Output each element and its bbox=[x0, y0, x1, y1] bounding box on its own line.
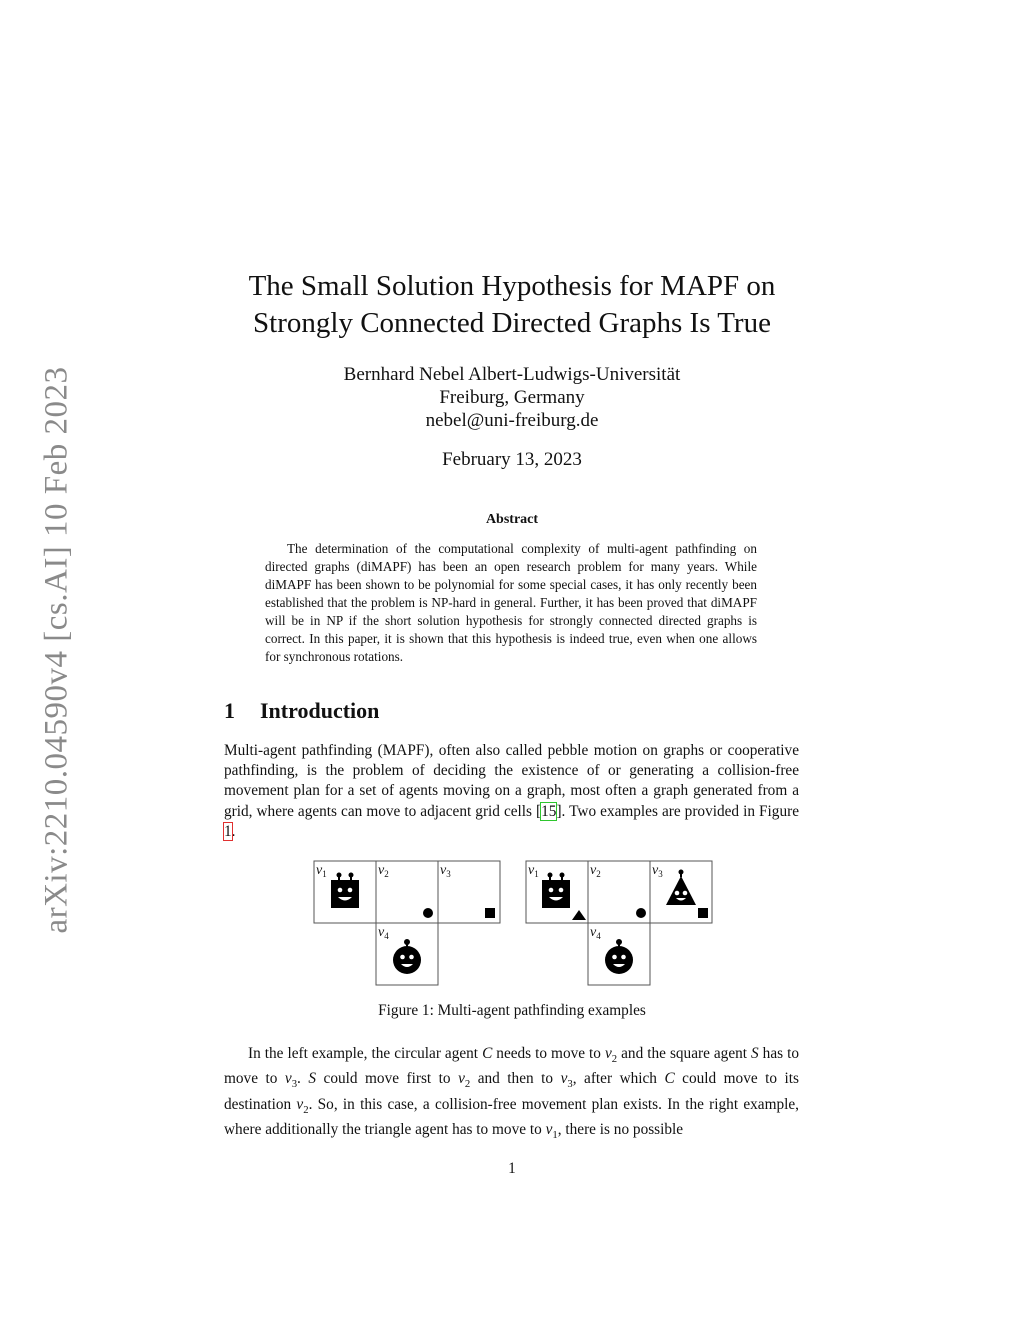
left-agent-ball bbox=[393, 939, 421, 974]
abstract-text: The determination of the computational complexity of multi-agent pathfinding on directed graphs (diMAPF) has been an open research problem for many years. While diMAPF has been shown to be polynomial for some special cases, it has only recently been established that the problem is NP-hard in general. Further, it has been proved that diMAPF will be in NP if the short solution hypothesis for strongly connected directed graphs is correct. In this paper, it is shown that this hypothesis is indeed true, even when one allows for synchronous rotations. bbox=[265, 541, 757, 664]
right-goal-triangle bbox=[572, 910, 586, 920]
label-v1-left: $v_1$ bbox=[316, 863, 327, 879]
figure-caption: Figure 1: Multi-agent pathfinding examples bbox=[378, 1002, 646, 1019]
title-line-2: Strongly Connected Directed Graphs Is True bbox=[253, 307, 771, 339]
section-number: 1 bbox=[224, 698, 235, 723]
author-block bbox=[0, 363, 1024, 432]
label-v1-right: $v_1$ bbox=[528, 863, 539, 879]
author-email: nebel@uni-freiburg.de bbox=[425, 410, 599, 431]
citation-link[interactable]: 15 bbox=[541, 802, 557, 820]
right-agent-robot bbox=[542, 873, 570, 909]
left-agent-robot bbox=[331, 873, 359, 909]
section-title: Introduction bbox=[260, 698, 380, 723]
right-agent-ball bbox=[605, 939, 633, 974]
right-goal-square bbox=[698, 908, 708, 918]
title-line-1: The Small Solution Hypothesis for MAPF on bbox=[248, 270, 776, 302]
label-v2-right: $v_2$ bbox=[590, 863, 601, 879]
arxiv-side-label: arXiv:2210.04590v4 [cs.AI] 10 Feb 2023 bbox=[38, 366, 75, 934]
label-v3-left: $v_3$ bbox=[440, 863, 451, 879]
label-v4-left: $v_4$ bbox=[378, 925, 389, 941]
intro-text-b: ]. Two examples are provided in Figure bbox=[556, 802, 799, 820]
intro-text-a: Multi-agent pathfinding (MAPF), often also called pebble motion on graphs or cooperative pathfinding, is the problem of deciding the existence of or generating a collision-free movement plan for a set of agents moving on a graph, most often a graph generated from a grid, where agents can move to adjacent grid cells [ bbox=[224, 742, 799, 820]
label-v2-left: $v_2$ bbox=[378, 863, 389, 879]
figure-1 bbox=[312, 858, 716, 993]
right-goal-circle bbox=[636, 908, 646, 918]
right-agent-cone bbox=[666, 870, 696, 906]
abstract-heading: Abstract bbox=[485, 512, 539, 527]
figure-ref-link[interactable]: 1 bbox=[224, 822, 232, 840]
paper-date: February 13, 2023 bbox=[442, 449, 582, 470]
left-goal-circle bbox=[423, 908, 433, 918]
left-goal-square bbox=[485, 908, 495, 918]
paper-title bbox=[0, 268, 1024, 342]
author-location: Freiburg, Germany bbox=[439, 387, 585, 408]
intro-text-c: . bbox=[231, 822, 236, 840]
intro-paragraph bbox=[224, 741, 799, 842]
figure-graphic bbox=[312, 858, 716, 988]
page-number: 1 bbox=[508, 1160, 516, 1177]
label-v4-right: $v_4$ bbox=[590, 925, 601, 941]
body-paragraph-2: In the left example, the circular agent C needs to move to $v_2$ and the square agent S has to move to $v_3$. S could move first to $v_2$ and then to $v_3$, after which C could move to its destination $v_2$. So, in this case, a collision-free movement plan exists. In the right example, where additionally the triangle agent has to move to $v_1$, there is no possible bbox=[224, 1045, 799, 1141]
section-heading bbox=[224, 698, 379, 724]
label-v3-right: $v_3$ bbox=[652, 863, 663, 879]
author-name-affiliation: Bernhard Nebel Albert-Ludwigs-Universität bbox=[343, 364, 681, 385]
